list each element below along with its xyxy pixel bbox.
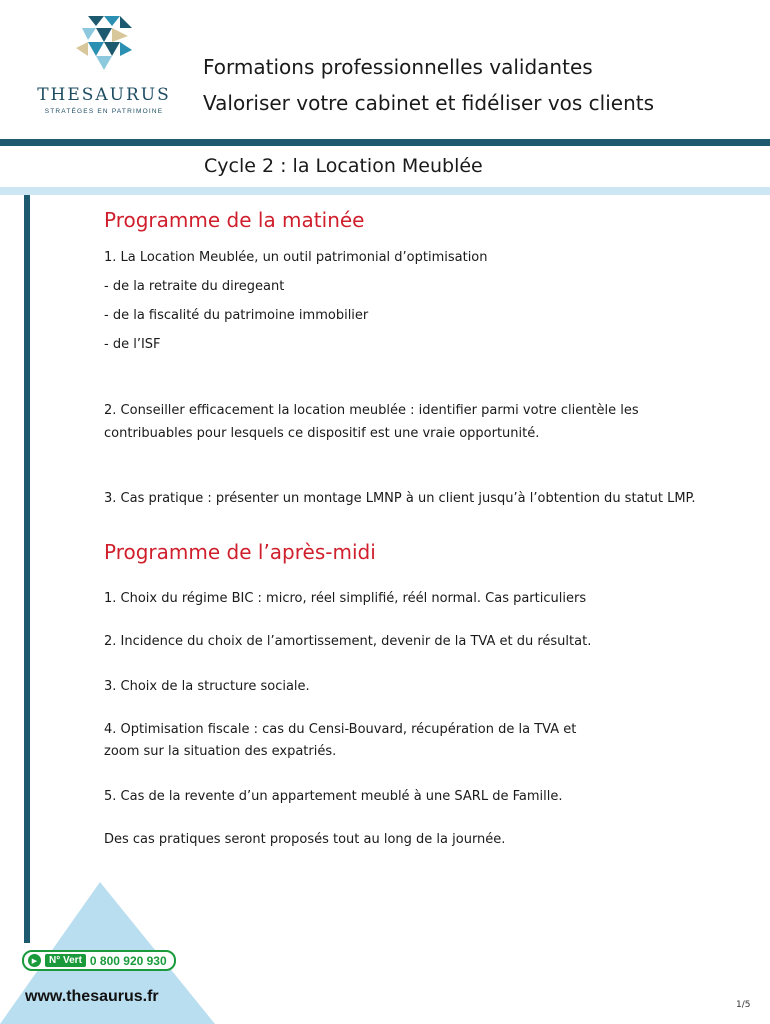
header-divider-dark bbox=[0, 139, 770, 146]
afternoon-closing: Des cas pratiques seront proposés tout au long de la journée. bbox=[104, 832, 506, 847]
morning-subitem-3: - de l’ISF bbox=[104, 337, 161, 352]
brand-logo bbox=[24, 12, 184, 116]
afternoon-item-2: 2. Incidence du choix de l’amortissement, devenir de la TVA et du résultat. bbox=[104, 634, 592, 649]
website-link[interactable]: www.thesaurus.fr bbox=[25, 988, 159, 1005]
afternoon-item-1: 1. Choix du régime BIC : micro, réel simplifié, réél normal. Cas particuliers bbox=[104, 591, 587, 606]
green-number-badge bbox=[22, 950, 176, 971]
morning-item-3: 3. Cas pratique : présenter un montage LMNP à un client jusqu’à l’obtention du statut LMP. bbox=[104, 491, 696, 506]
morning-item-2-line-1: 2. Conseiller efficacement la location meublée : identifier parmi votre clientèle les bbox=[104, 403, 639, 418]
morning-item-1: 1. La Location Meublée, un outil patrimonial d’optimisation bbox=[104, 250, 488, 265]
morning-subitem-2: - de la fiscalité du patrimoine immobilier bbox=[104, 308, 369, 323]
afternoon-heading: Programme de l’après-midi bbox=[104, 540, 376, 564]
play-icon: ▶ bbox=[28, 954, 41, 967]
green-number-label: N° Vert bbox=[45, 954, 86, 967]
brand-tagline: STRATÉGES EN PATRIMOINE bbox=[44, 108, 164, 115]
afternoon-item-3: 3. Choix de la structure sociale. bbox=[104, 679, 310, 694]
header-title-line2: Valoriser votre cabinet et fidéliser vos clients bbox=[203, 91, 655, 115]
morning-item-2-line-2: contribuables pour lesquels ce dispositif est une vraie opportunité. bbox=[104, 426, 540, 441]
page-number: 1/5 bbox=[736, 1000, 751, 1010]
left-accent-bar bbox=[24, 195, 30, 943]
brand-name: THESAURUS bbox=[37, 85, 171, 105]
cycle-title: Cycle 2 : la Location Meublée bbox=[204, 155, 483, 177]
logo-mark-icon bbox=[74, 12, 136, 74]
morning-subitem-1: - de la retraite du diregeant bbox=[104, 279, 285, 294]
header-title-line1: Formations professionnelles validantes bbox=[203, 55, 593, 79]
header-divider-light bbox=[0, 187, 770, 195]
morning-heading: Programme de la matinée bbox=[104, 208, 365, 232]
phone-number: 0 800 920 930 bbox=[89, 953, 167, 968]
afternoon-item-4-line-2: zoom sur la situation des expatriés. bbox=[104, 744, 337, 759]
afternoon-item-4-line-1: 4. Optimisation fiscale : cas du Censi-Bouvard, récupération de la TVA et bbox=[104, 722, 577, 737]
afternoon-item-5: 5. Cas de la revente d’un appartement meublé à une SARL de Famille. bbox=[104, 789, 563, 804]
